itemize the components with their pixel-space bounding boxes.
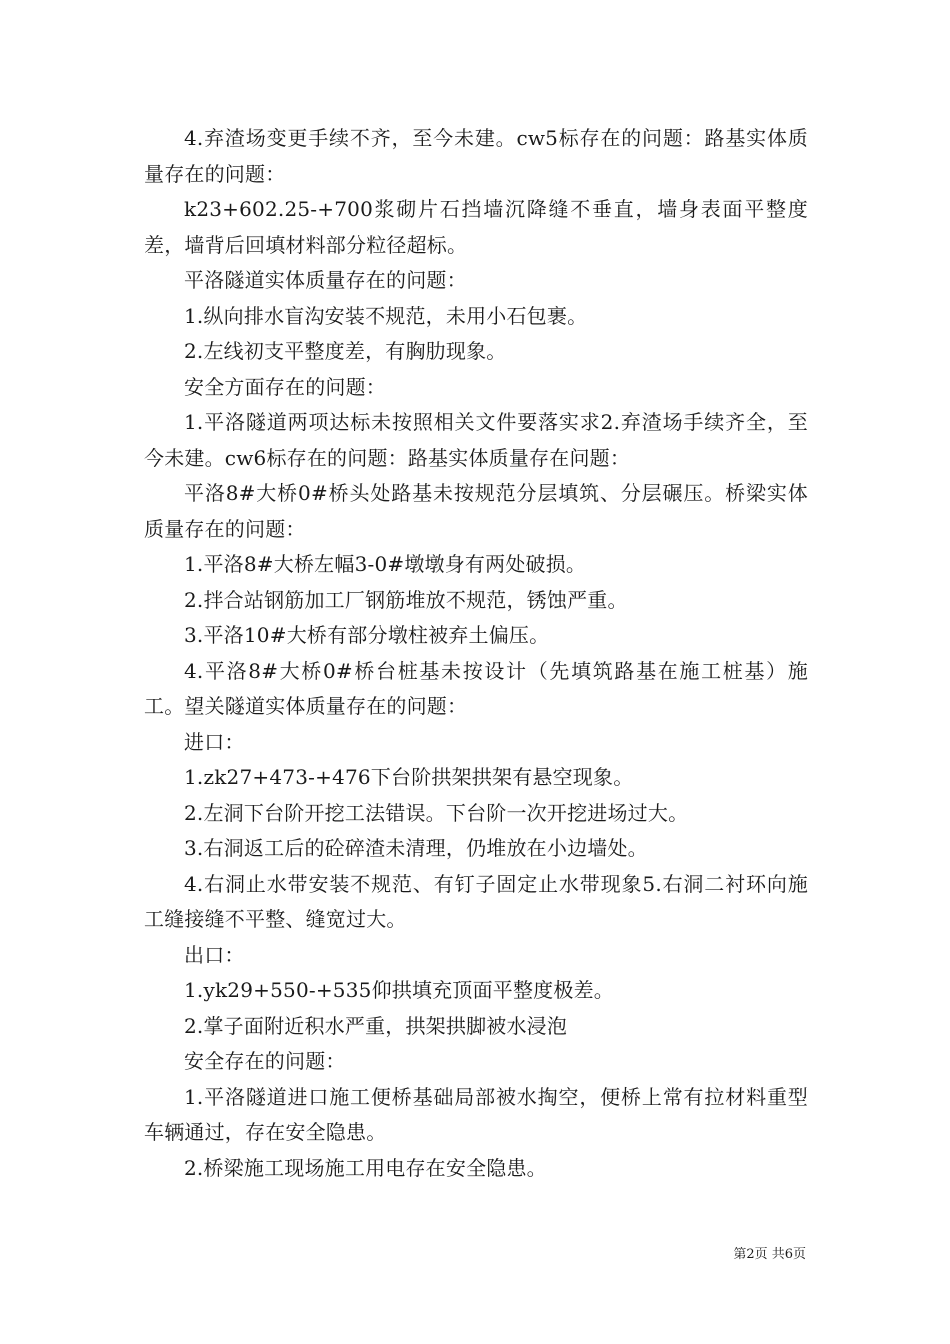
paragraph: 2.左洞下台阶开挖工法错误。下台阶一次开挖进场过大。: [184, 800, 689, 825]
paragraph: 安全方面存在的问题：: [184, 374, 386, 399]
paragraph: 1.zk27+473-+476下台阶拱架拱架有悬空现象。: [184, 765, 634, 789]
paragraph: 出口：: [184, 942, 245, 967]
paragraph: 平洛隧道实体质量存在的问题：: [184, 268, 467, 292]
paragraph: 进口：: [184, 729, 245, 754]
document-body: [144, 121, 808, 1186]
paragraph: 3.右洞返工后的砼碎渣未清理，仍堆放在小边墙处。: [184, 836, 648, 860]
paragraph: 1.平洛8#大桥左幅3-0#墩墩身有两处破损。: [184, 552, 587, 576]
paragraph: 4.平洛8#大桥0#桥台桩基未按设计（先填筑路基在施工桩基）施工。望关隧道实体质量存在的问题：: [144, 658, 808, 718]
page-number: 第2页 共6页: [733, 1247, 806, 1262]
paragraph: 2.拌合站钢筋加工厂钢筋堆放不规范，锈蚀严重。: [184, 587, 628, 612]
paragraph: 2.掌子面附近积水严重，拱架拱脚被水浸泡: [184, 1013, 568, 1038]
paragraph: 安全存在的问题：: [184, 1049, 346, 1073]
paragraph: 1.yk29+550-+535仰拱填充顶面平整度极差。: [184, 978, 614, 1002]
paragraph: 3.平洛10#大桥有部分墩柱被弃土偏压。: [184, 623, 550, 647]
paragraph: 4.弃渣场变更手续不齐，至今未建。cw5标存在的问题：路基实体质量存在的问题：: [144, 126, 808, 186]
paragraph: 1.平洛隧道两项达标未按照相关文件要落实求2.弃渣场手续齐全，至今未建。cw6标存在的问题：路基实体质量存在问题：: [144, 410, 808, 470]
paragraph: 1.纵向排水盲沟安装不规范，未用小石包裹。: [184, 303, 588, 328]
paragraph: 平洛8#大桥0#桥头处路基未按规范分层填筑、分层碾压。桥梁实体质量存在的问题：: [144, 481, 808, 541]
paragraph: 2.左线初支平整度差，有胸肋现象。: [184, 339, 507, 363]
paragraph: k23+602.25-+700浆砌片石挡墙沉降缝不垂直，墙身表面平整度差，墙背后回填材料部分粒径超标。: [144, 197, 808, 257]
paragraph: 2.桥梁施工现场施工用电存在安全隐患。: [184, 1155, 547, 1180]
paragraph: 1.平洛隧道进口施工便桥基础局部被水掏空，便桥上常有拉材料重型车辆通过，存在安全隐患。: [144, 1084, 808, 1144]
paragraph: 4.右洞止水带安装不规范、有钉子固定止水带现象5.右洞二衬环向施工缝接缝不平整、缝宽过大。: [144, 871, 808, 931]
